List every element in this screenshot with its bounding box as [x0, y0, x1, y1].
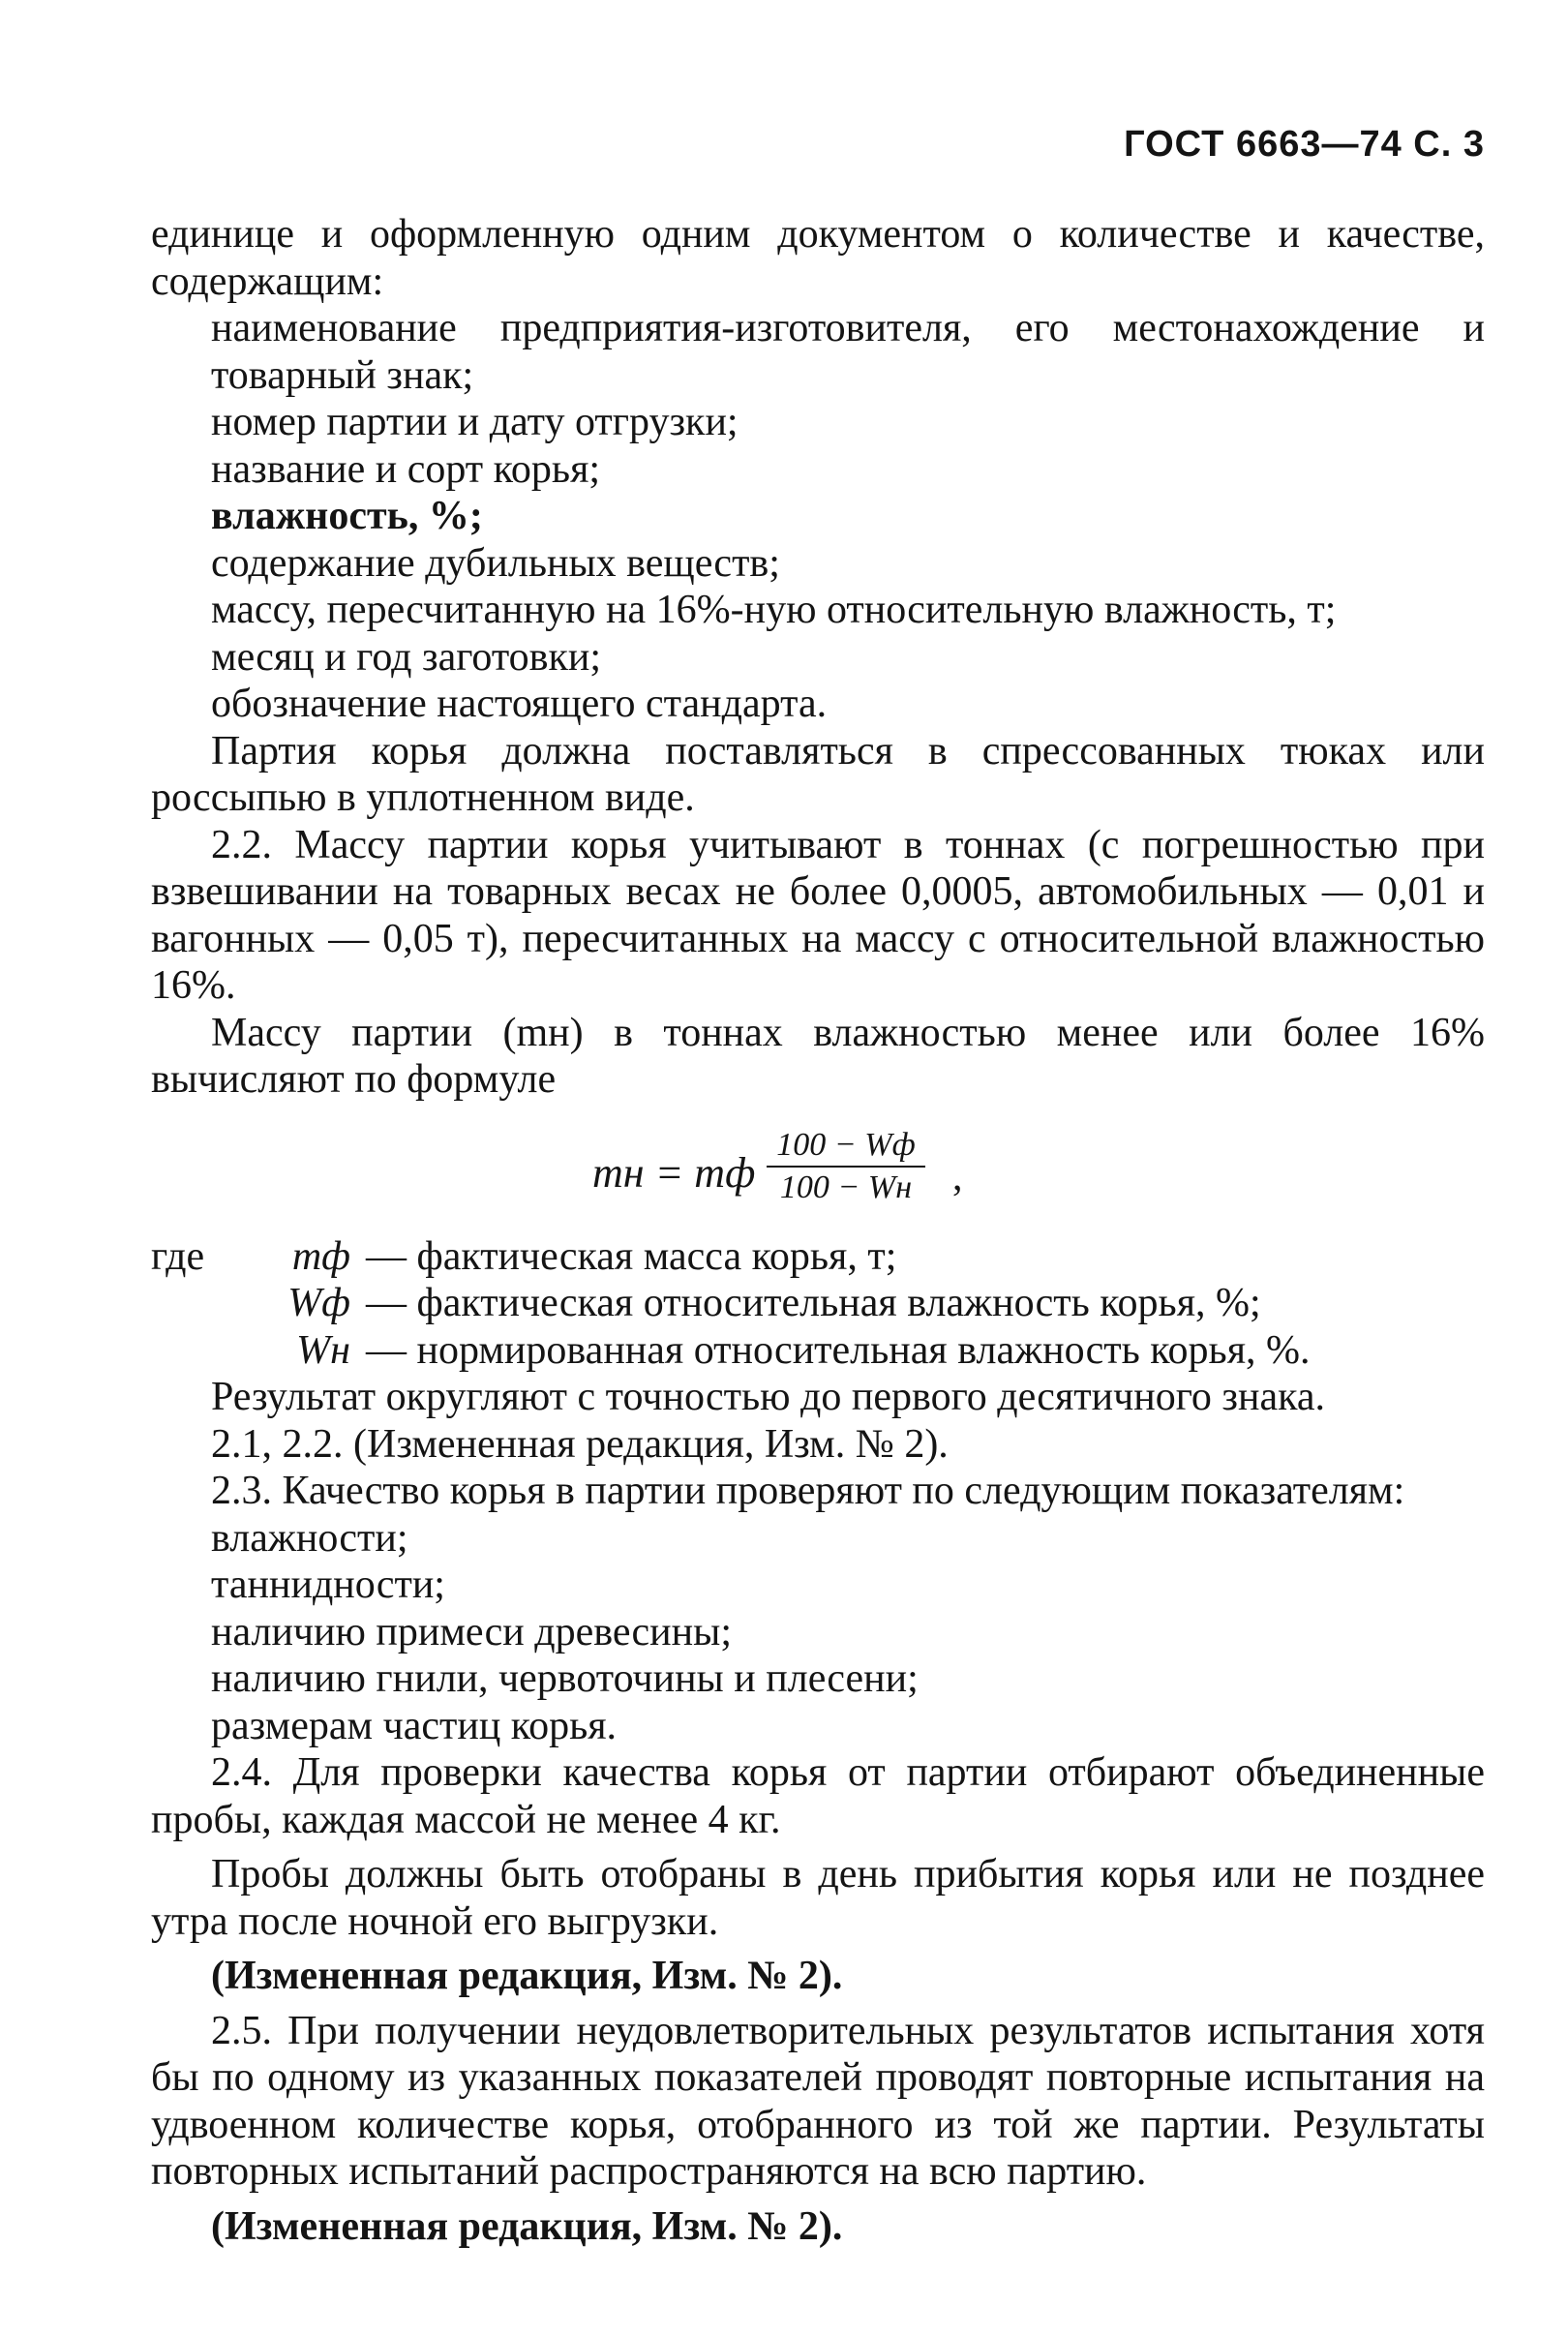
legend-symbol: Wф [287, 1281, 350, 1325]
legend-prefix: где [151, 1233, 205, 1279]
paragraph-q9: 2.4. Для проверки качества корья от партии отбирают объединенные пробы, каждая массой не менее 4 кг. [151, 1750, 1485, 1842]
paragraph-q2: 2.1, 2.2. (Измененная редакция, Изм. № 2). [211, 1421, 949, 1467]
legend-row [151, 1327, 1485, 1375]
legend-text: — нормированная относительная влажность корья, %. [366, 1327, 1311, 1373]
formula-legend [151, 1233, 1485, 1375]
legend-text: — фактическая масса корья, т; [366, 1233, 897, 1279]
formula-comma: , [952, 1154, 963, 1199]
paragraph-q6: наличию примеси древесины; [211, 1609, 733, 1654]
paragraph-p3: номер партии и дату отгрузки; [211, 400, 739, 444]
paragraph-p7: массу, пересчитанную на 16%-ную относительную влажность, т; [211, 588, 1337, 632]
paragraph-q3: 2.3. Качество корья в партии проверяют по следующим показателям: [211, 1469, 1405, 1513]
paragraph-q13: (Измененная редакция, Изм. № 2). [211, 2203, 843, 2249]
section-quality-control [151, 1374, 1485, 2250]
section-shipping-document [151, 211, 1485, 1104]
paragraph-p4: название и сорт корья; [211, 446, 601, 492]
paragraph-q12: 2.5. При получении неудовлетворительных результатов испытания хотя бы по одному из указанных показателей проводят повторные испытания на удвоенном количестве корья, отобранного из той же партии. Результаты повторных испытаний распространяются на всю партию. [151, 2008, 1485, 2194]
paragraph-q5: таннидности; [211, 1563, 445, 1607]
paragraph-p1: единице и оформленную одним документом о количестве и качестве, содержащим: [151, 212, 1485, 304]
legend-row [151, 1280, 1485, 1327]
paragraph-p10: Партия корья должна поставляться в спрессованных тюках или россыпью в уплотненном виде. [151, 728, 1485, 820]
paragraph-p8: месяц и год заготовки; [211, 634, 602, 680]
page-header: ГОСТ 6663—74 С. 3 [1124, 124, 1485, 165]
paragraph-q1: Результат округляют с точностью до первого десятичного знака. [211, 1375, 1326, 1419]
paragraph-p2: наименование предприятия-изготовителя, его местонахождение и товарный знак; [211, 306, 1485, 398]
formula-fraction [759, 1125, 933, 1208]
paragraph-p5: влажность, %; [211, 494, 483, 538]
paragraph-p11: 2.2. Массу партии корья учитывают в тоннах (с погрешностью при взвешивании на товарных весах не более 0,0005, автомобильных — 0,01 и вагонных — 0,05 т), пересчитанных на массу с относительной влажностью 16%. [151, 822, 1485, 1008]
paragraph-p6: содержание дубильных веществ; [211, 540, 780, 586]
paragraph-p12: Массу партии (mн) в тоннах влажностью менее или более 16% вычисляют по формуле [151, 1010, 1485, 1102]
legend-symbol: mф [291, 1233, 350, 1279]
document-body [151, 211, 1485, 2250]
legend-symbol: Wн [296, 1327, 350, 1373]
paragraph-p9: обозначение настоящего стандарта. [211, 682, 828, 726]
formula-denominator: 100 − Wн [779, 1168, 913, 1205]
formula-numerator: 100 − Wф [776, 1126, 916, 1163]
legend-row [151, 1233, 1485, 1281]
paragraph-q11: (Измененная редакция, Изм. № 2). [211, 1954, 843, 1998]
mass-formula [151, 1125, 1485, 1222]
paragraph-q10: Пробы должны быть отобраны в день прибытия корья или не позднее утра после ночной его выгрузки. [151, 1852, 1485, 1944]
paragraph-q7: наличию гнили, червоточины и плесени; [211, 1656, 919, 1701]
legend-text: — фактическая относительная влажность корья, %; [366, 1281, 1261, 1325]
paragraph-q8: размерам частиц корья. [211, 1703, 618, 1748]
paragraph-q4: влажности; [211, 1515, 408, 1561]
formula-lhs: mн = mф [592, 1148, 756, 1197]
